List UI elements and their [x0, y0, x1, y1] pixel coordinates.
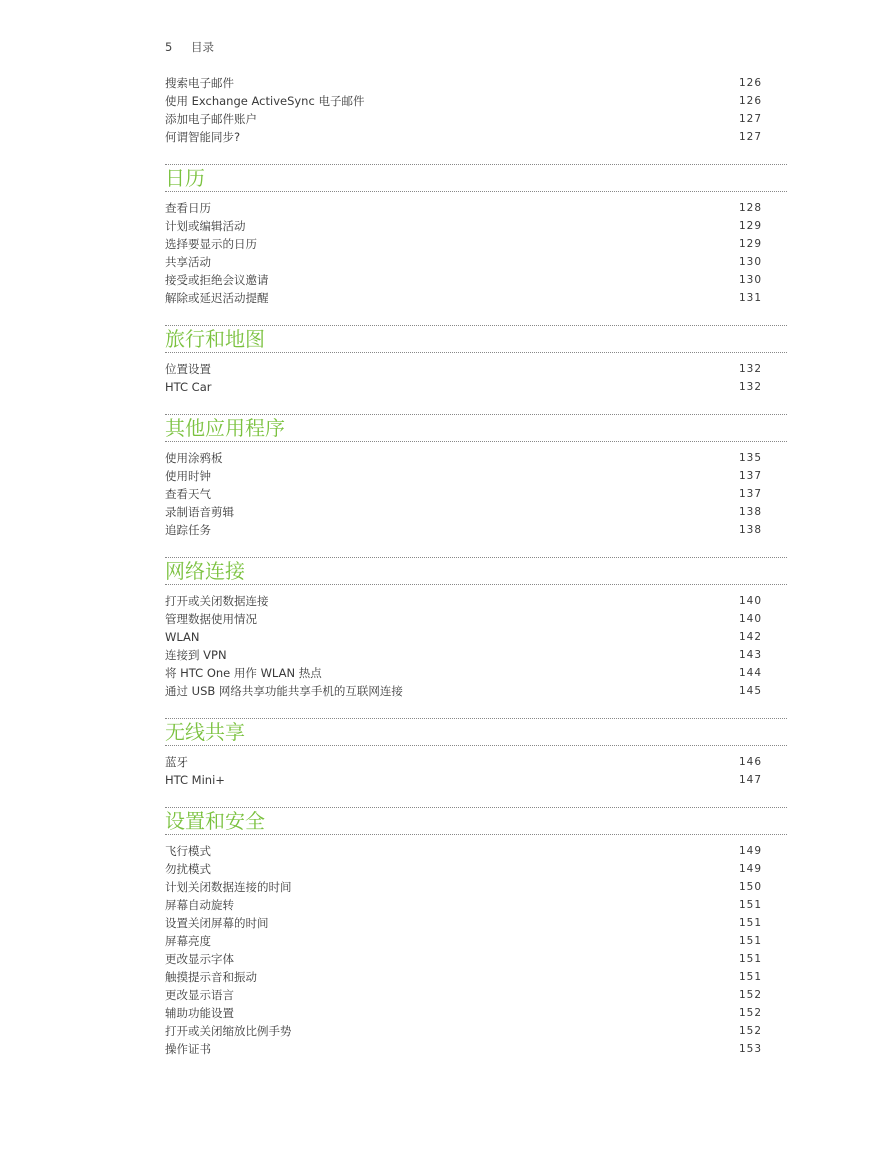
- toc-entry[interactable]: [165, 217, 787, 235]
- toc-entry[interactable]: [165, 610, 787, 628]
- toc-entry[interactable]: [165, 1022, 787, 1040]
- toc-sections: [165, 164, 787, 1058]
- intro-entries: [165, 74, 787, 146]
- toc-entry[interactable]: [165, 842, 787, 860]
- toc-entry-label: 更改显示语言: [165, 988, 234, 1002]
- toc-entry-label: 更改显示字体: [165, 952, 234, 966]
- toc-entry-page: 140: [738, 595, 762, 607]
- toc-entry[interactable]: [165, 682, 787, 700]
- toc-entry-page: 132: [738, 363, 762, 375]
- toc-entry-page: 151: [738, 953, 762, 965]
- toc-entry[interactable]: [165, 521, 787, 539]
- toc-entry-page: 137: [738, 488, 762, 500]
- toc-entry-label: 飞行模式: [165, 844, 211, 858]
- toc-entry-page: 152: [738, 1025, 762, 1037]
- toc-entry-page: 130: [738, 274, 762, 286]
- toc-entry-page: 131: [738, 292, 762, 304]
- toc-entry-page: 126: [738, 77, 762, 89]
- toc-entry-page: 138: [738, 506, 762, 518]
- toc-entry[interactable]: [165, 771, 787, 789]
- toc-entry-label: 查看天气: [165, 487, 211, 501]
- toc-entry-page: 137: [738, 470, 762, 482]
- toc-entry[interactable]: [165, 986, 787, 1004]
- toc-entry[interactable]: [165, 253, 787, 271]
- toc-entry-page: 143: [738, 649, 762, 661]
- toc-entry[interactable]: [165, 199, 787, 217]
- toc-entry-label: 屏幕亮度: [165, 934, 211, 948]
- toc-entry-label: 屏幕自动旋转: [165, 898, 234, 912]
- toc-entry-label: 解除或延迟活动提醒: [165, 291, 269, 305]
- section-title[interactable]: 无线共享: [165, 720, 245, 744]
- toc-entry-label: 选择要显示的日历: [165, 237, 257, 251]
- toc-entry-page: 128: [738, 202, 762, 214]
- toc-entry-label: 计划或编辑活动: [165, 219, 246, 233]
- section-header: [165, 414, 787, 442]
- toc-entry-label: HTC Mini+: [165, 773, 225, 787]
- toc-entry-page: 127: [738, 131, 762, 143]
- section-title[interactable]: 网络连接: [165, 559, 245, 583]
- toc-entry[interactable]: [165, 753, 787, 771]
- toc-entry[interactable]: [165, 110, 787, 128]
- toc-entry-page: 127: [738, 113, 762, 125]
- toc-entry-label: HTC Car: [165, 380, 212, 394]
- section-title[interactable]: 其他应用程序: [165, 416, 285, 440]
- toc-entry-label: 打开或关闭数据连接: [165, 594, 269, 608]
- toc-entry[interactable]: [165, 271, 787, 289]
- toc-entry[interactable]: [165, 92, 787, 110]
- toc-section: [165, 718, 787, 789]
- toc-entry-page: 132: [738, 381, 762, 393]
- toc-entry-label: 打开或关闭缩放比例手势: [165, 1024, 292, 1038]
- toc-entry-page: 142: [738, 631, 762, 643]
- toc-entry-label: 辅助功能设置: [165, 1006, 234, 1020]
- toc-entry[interactable]: [165, 664, 787, 682]
- toc-entry-label: 计划关闭数据连接的时间: [165, 880, 292, 894]
- toc-entry[interactable]: [165, 646, 787, 664]
- toc-entry[interactable]: [165, 860, 787, 878]
- toc-entry[interactable]: [165, 878, 787, 896]
- toc-entry[interactable]: [165, 1040, 787, 1058]
- toc-entry-label: 通过 USB 网络共享功能共享手机的互联网连接: [165, 684, 403, 698]
- toc-entry[interactable]: [165, 950, 787, 968]
- section-header: [165, 164, 787, 192]
- page-title: 目录: [191, 40, 214, 54]
- toc-entry[interactable]: [165, 74, 787, 92]
- toc-entry[interactable]: [165, 235, 787, 253]
- toc-entry-label: 勿扰模式: [165, 862, 211, 876]
- toc-entry-label: 触摸提示音和振动: [165, 970, 257, 984]
- toc-entry[interactable]: [165, 360, 787, 378]
- toc-entry-label: 管理数据使用情况: [165, 612, 257, 626]
- toc-entry-label: 录制语音剪辑: [165, 505, 234, 519]
- toc-entry-page: 126: [738, 95, 762, 107]
- toc-entry[interactable]: [165, 449, 787, 467]
- page-header: [165, 36, 787, 58]
- toc-entry-page: 138: [738, 524, 762, 536]
- toc-entry-page: 151: [738, 899, 762, 911]
- toc-entry-label: 搜索电子邮件: [165, 76, 234, 90]
- toc-section: [165, 414, 787, 539]
- section-header: [165, 718, 787, 746]
- toc-entry-label: 共享活动: [165, 255, 211, 269]
- toc-entry[interactable]: [165, 1004, 787, 1022]
- toc-page: [165, 36, 787, 1058]
- toc-section: [165, 164, 787, 307]
- toc-entry[interactable]: [165, 914, 787, 932]
- toc-entry[interactable]: [165, 628, 787, 646]
- toc-entry-page: 135: [738, 452, 762, 464]
- toc-entry-page: 153: [738, 1043, 762, 1055]
- toc-entry-label: 查看日历: [165, 201, 211, 215]
- toc-entry-page: 152: [738, 1007, 762, 1019]
- toc-entry[interactable]: [165, 503, 787, 521]
- section-title[interactable]: 旅行和地图: [165, 327, 265, 351]
- toc-entry-label: 位置设置: [165, 362, 211, 376]
- toc-entry-label: WLAN: [165, 630, 200, 644]
- toc-entry[interactable]: [165, 896, 787, 914]
- toc-entry-label: 使用 Exchange ActiveSync 电子邮件: [165, 94, 365, 108]
- section-header: [165, 557, 787, 585]
- section-header: [165, 807, 787, 835]
- section-title[interactable]: 日历: [165, 166, 205, 190]
- toc-entry[interactable]: [165, 968, 787, 986]
- toc-entry-label: 使用涂鸦板: [165, 451, 223, 465]
- toc-entry-page: 145: [738, 685, 762, 697]
- section-title[interactable]: 设置和安全: [165, 809, 265, 833]
- toc-entry[interactable]: [165, 592, 787, 610]
- toc-entry-label: 连接到 VPN: [165, 648, 227, 662]
- toc-entry[interactable]: [165, 128, 787, 146]
- section-header: [165, 325, 787, 353]
- toc-entry-page: 150: [738, 881, 762, 893]
- toc-entry-page: 151: [738, 917, 762, 929]
- toc-entry-label: 设置关闭屏幕的时间: [165, 916, 269, 930]
- toc-entry-page: 146: [738, 756, 762, 768]
- toc-entry-label: 蓝牙: [165, 755, 188, 769]
- toc-entry[interactable]: [165, 467, 787, 485]
- toc-entry-page: 152: [738, 989, 762, 1001]
- toc-entry-page: 151: [738, 935, 762, 947]
- toc-entry-page: 129: [738, 238, 762, 250]
- toc-entry-label: 追踪任务: [165, 523, 211, 537]
- toc-entry-label: 使用时钟: [165, 469, 211, 483]
- toc-entry-label: 何谓智能同步?: [165, 130, 241, 144]
- toc-section: [165, 557, 787, 700]
- toc-entry[interactable]: [165, 932, 787, 950]
- toc-entry-page: 130: [738, 256, 762, 268]
- toc-entry-label: 操作证书: [165, 1042, 211, 1056]
- toc-entry-page: 144: [738, 667, 762, 679]
- toc-section: [165, 325, 787, 396]
- toc-section: [165, 807, 787, 1058]
- page-number: 5: [165, 40, 173, 54]
- toc-entry-label: 添加电子邮件账户: [165, 112, 257, 126]
- toc-entry-page: 149: [738, 863, 762, 875]
- toc-entry-page: 129: [738, 220, 762, 232]
- toc-entry[interactable]: [165, 485, 787, 503]
- toc-entry-label: 接受或拒绝会议邀请: [165, 273, 269, 287]
- toc-entry[interactable]: [165, 289, 787, 307]
- toc-entry-page: 151: [738, 971, 762, 983]
- toc-entry-label: 将 HTC One 用作 WLAN 热点: [165, 666, 322, 680]
- toc-entry-page: 140: [738, 613, 762, 625]
- toc-entry-page: 149: [738, 845, 762, 857]
- toc-entry[interactable]: [165, 378, 787, 396]
- toc-entry-page: 147: [738, 774, 762, 786]
